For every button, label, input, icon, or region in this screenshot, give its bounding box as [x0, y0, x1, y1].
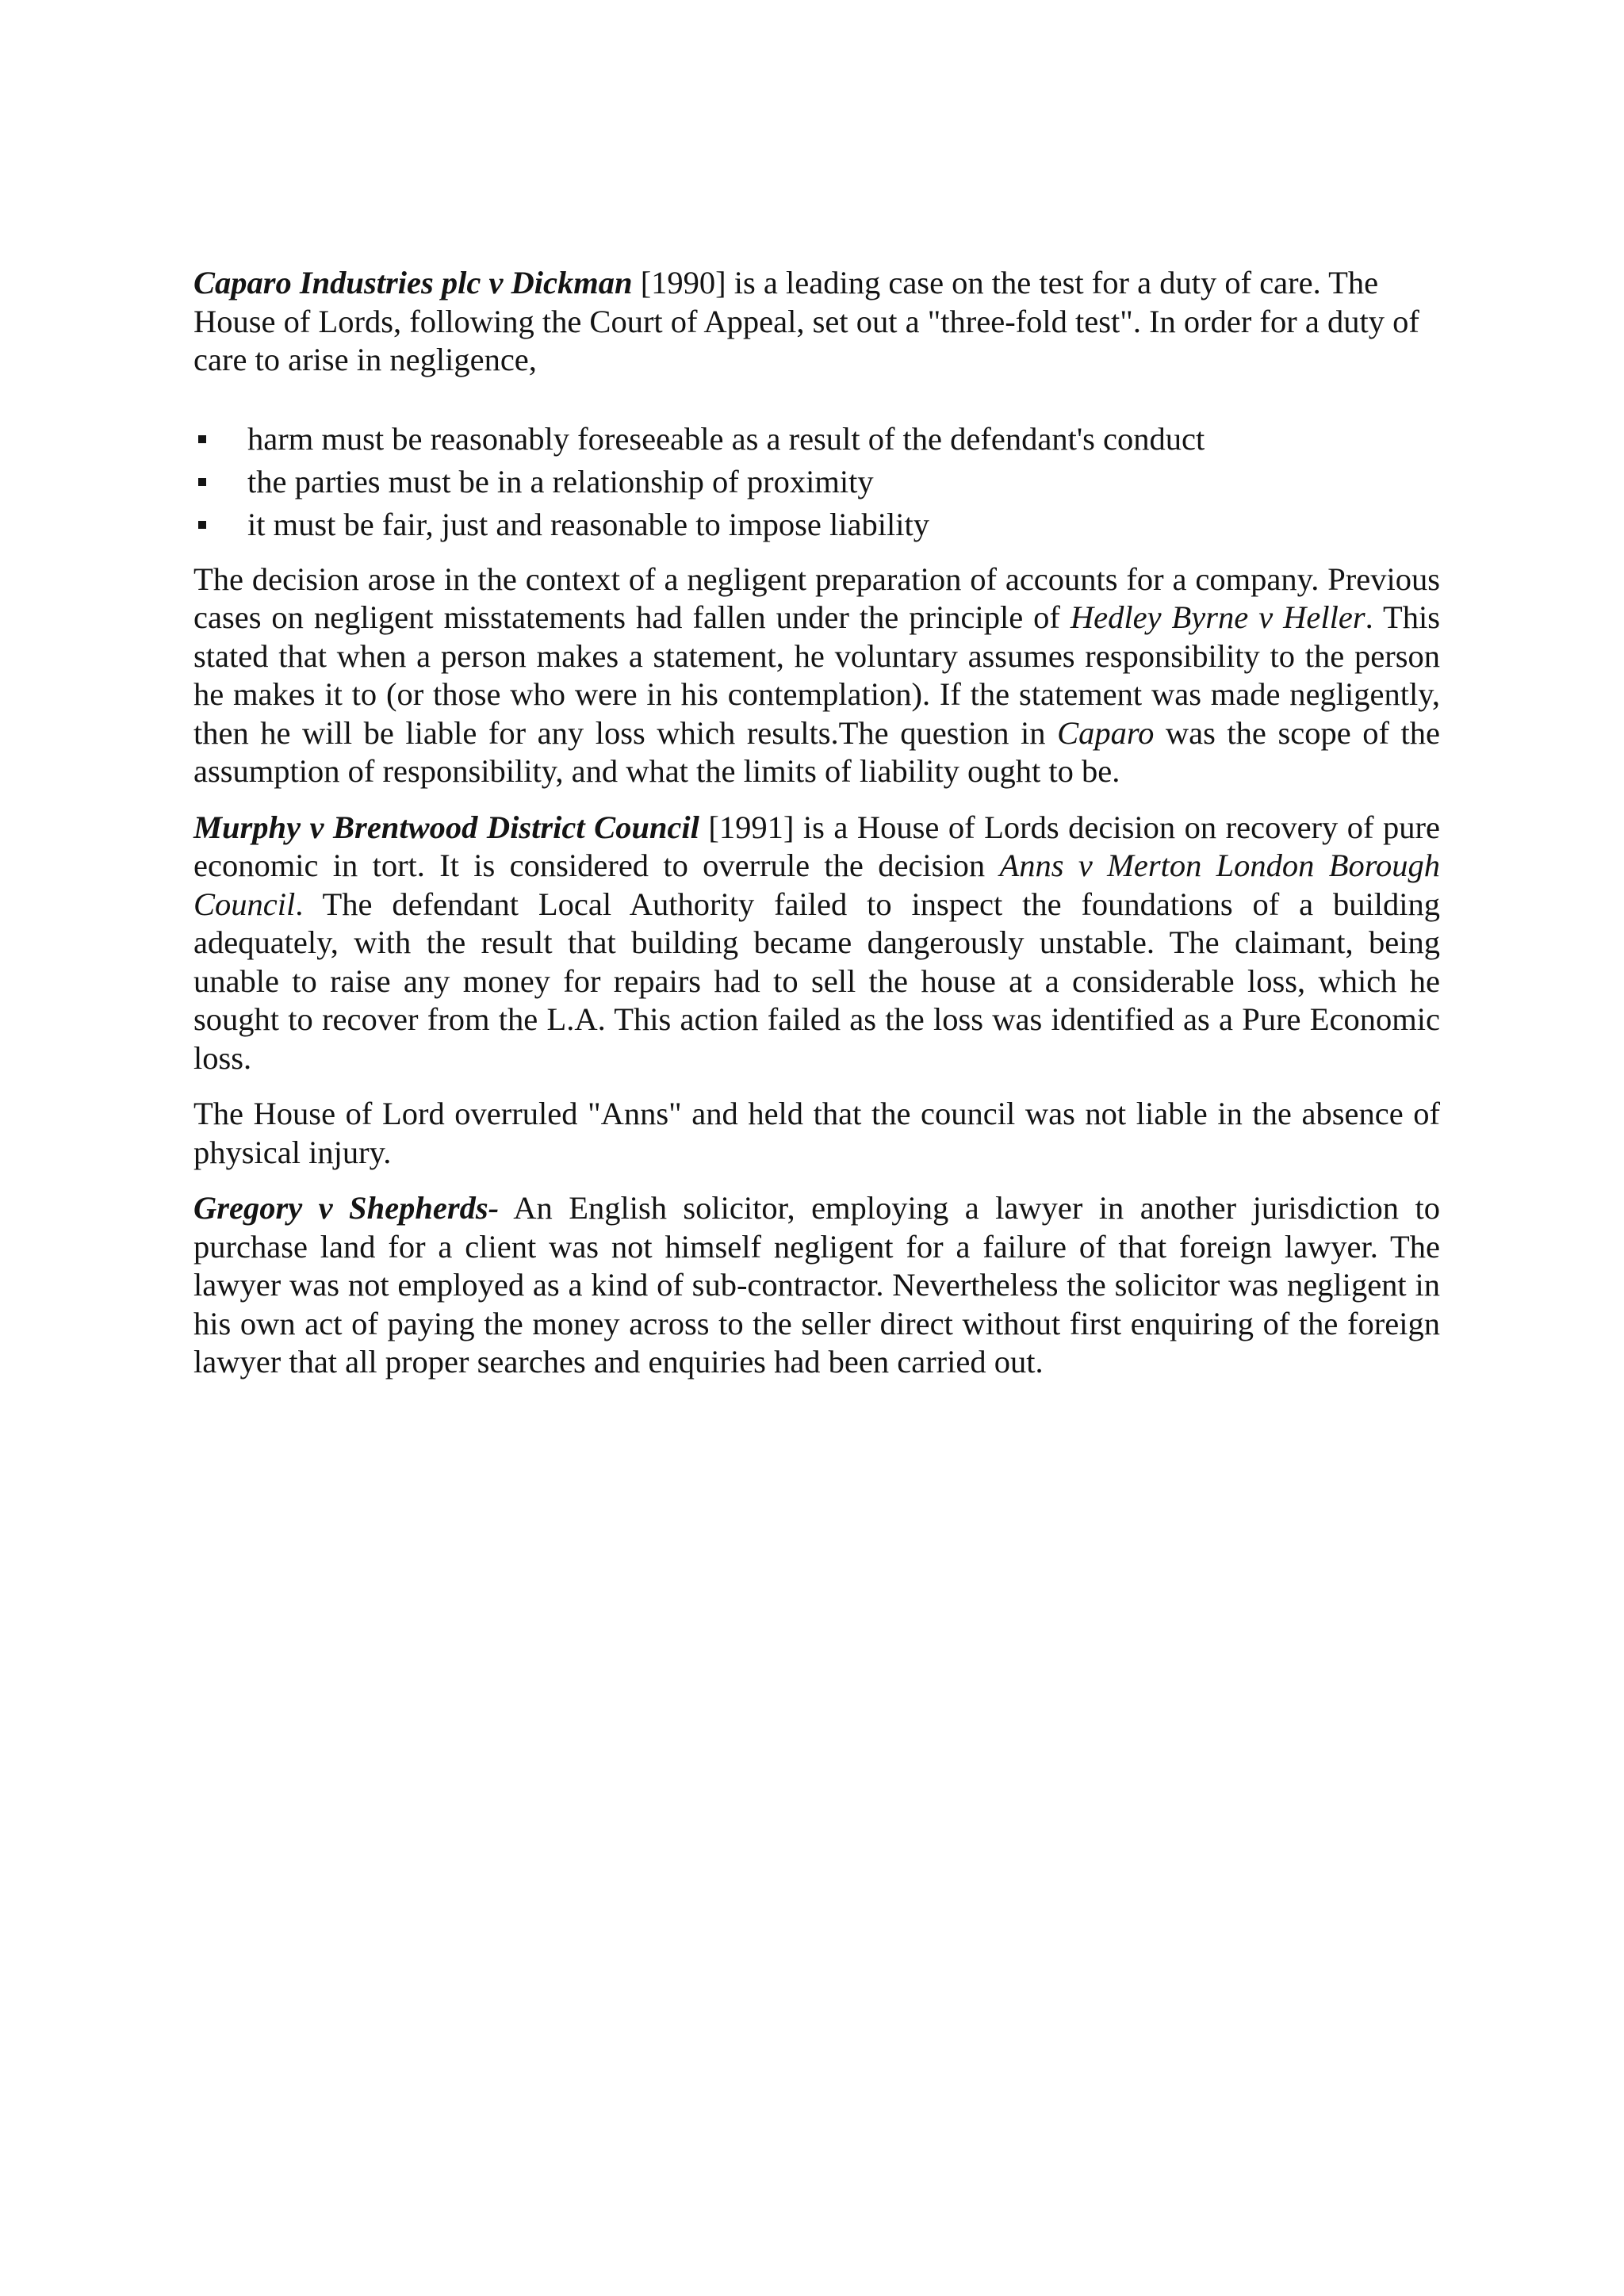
square-bullet-icon — [198, 521, 206, 529]
gregory-case-name: Gregory v Shepherds- — [193, 1190, 500, 1226]
three-fold-test-list — [193, 418, 1440, 546]
murphy-case-name: Murphy v Brentwood District Council — [193, 809, 699, 845]
document-page — [193, 264, 1440, 1399]
caparo-reference: Caparo — [1057, 714, 1155, 751]
anns-case: Anns v Merton London Borough Council — [193, 848, 1440, 922]
caparo-paragraph — [193, 264, 1440, 380]
square-bullet-icon — [198, 435, 206, 443]
decision-paragraph: The decision arose in the context of a negligent preparation of accounts for a company. Previous cases on negligent misstatements had fallen under the principle of Hedley Byrne v Heller. This stated that when a person makes a statement, he voluntary assumes responsibility to the person he makes it to (or those who were in his contemplation). If the statement was made negligently, then he will be liable for any loss which results.The question in Caparo was the scope of the assumption of responsibility, and what the limits of liability ought to be. — [193, 561, 1441, 789]
gregory-paragraph: Gregory v Shepherds- An English solicitor, employing a lawyer in another jurisdiction to purchase land for a client was not himself negligent for a failure of that foreign lawyer. The lawyer was not employed as a kind of sub-contractor. Nevertheless the solicitor was negligent in his own act of paying the money across to the seller direct without first enquiring of the foreign lawyer that all proper searches and enquiries had been carried out. — [193, 1190, 1440, 1380]
caparo-text: [1990] is a leading case on the test for a duty of care. The House of Lords, following the Court of Appeal, set out a "three-fold test". In order for a duty of care to arise in negligence, — [193, 265, 1419, 377]
list-item: the parties must be in a relationship of proximity — [193, 461, 1440, 503]
list-item: it must be fair, just and reasonable to impose liability — [193, 503, 1440, 546]
murphy-paragraph: Murphy v Brentwood District Council [1991] is a House of Lords decision on recovery of pure economic in tort. It is considered to overrule the decision Anns v Merton London Borough Council. The defendant Local Authority failed to inspect the foundations of a building adequately, with the result that building became dangerously unstable. The claimant, being unable to raise any money for repairs had to sell the house at a considerable loss, which he sought to recover from the L.A. This action failed as the loss was identified as a Pure Economic loss. — [193, 809, 1440, 1076]
caparo-case-name: Caparo Industries plc v Dickman — [193, 265, 633, 300]
list-item: harm must be reasonably foreseeable as a result of the defendant's conduct — [193, 418, 1440, 461]
overruled-paragraph: The House of Lord overruled "Anns" and held that the council was not liable in the absence of physical injury. — [193, 1096, 1440, 1170]
hedley-byrne-case: Hedley Byrne v Heller — [1070, 599, 1365, 635]
square-bullet-icon — [198, 478, 206, 486]
